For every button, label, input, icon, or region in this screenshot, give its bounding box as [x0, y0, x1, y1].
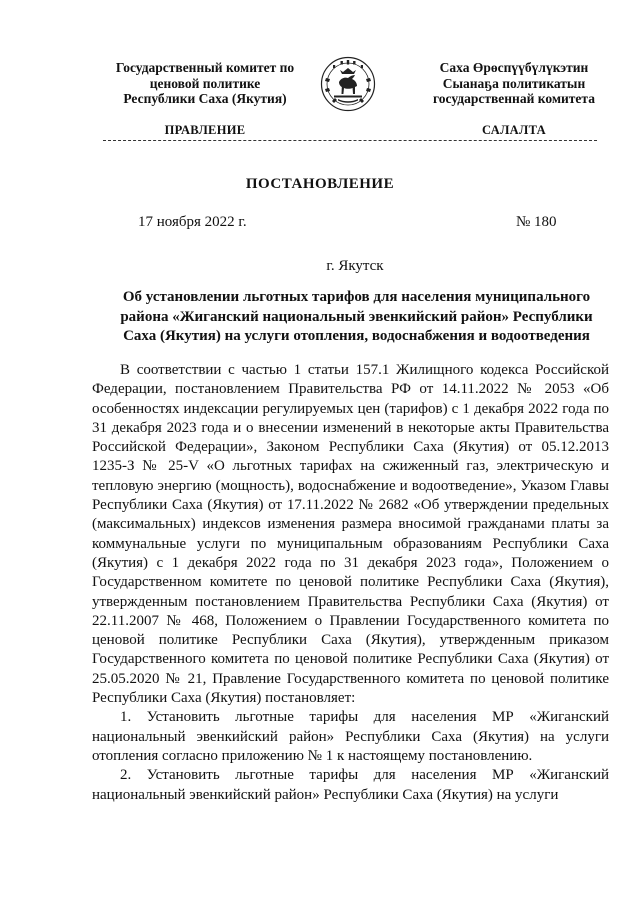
org-sah-line: Сыанаҕа политикатын [442, 75, 586, 91]
org-name-sakha [414, 60, 614, 107]
org-ru-line: Республики Саха (Якутия) [123, 91, 287, 106]
org-name-russian [96, 60, 314, 107]
body-paragraph-item-2: 2. Установить льготные тарифы для населения МР «Жиганский национальный эвенкийский район» Республики Саха (Якутия) на услуги [92, 767, 609, 803]
dashed-divider [103, 140, 597, 141]
sakha-coat-of-arms-icon [320, 56, 376, 112]
department-sakha: САЛАЛТА [482, 123, 546, 137]
org-ru-line: Государственный комитет по [115, 60, 295, 75]
department-russian: ПРАВЛЕНИЕ [164, 123, 246, 137]
org-sah-line: государственнай комитета [433, 91, 595, 106]
document-title: Об установлении льготных тарифов для населения муниципального района «Жиганский национальный эвенкийский район» Республики Саха (Якутия) на услуги отопления, водоснабжения и водоотведения [120, 289, 593, 344]
body-paragraph-item-1: 1. Установить льготные тарифы для населения МР «Жиганский национальный эвенкийский район» Республики Саха (Якутия) на услуги отопления согласно приложению № 1 к настоящему постановлению. [92, 709, 609, 764]
document-city: г. Якутск [326, 258, 384, 274]
org-sah-line: Саха Өрөспүүбүлүкэтин [439, 60, 589, 75]
org-ru-line: ценовой политике [149, 75, 261, 91]
body-paragraph-preamble: В соответствии с частью 1 статьи 157.1 Жилищного кодекса Российской Федерации, постановлением Правительства РФ от 14.11.2022 № 2053 «Об особенностях индексации регулируемых цен (тарифов) с 1 декабря 2022 года по 31 декабря 2023 года и о внесении изменений в некоторые акты Правительства Российской Федерации», Законом Республики Саха (Якутия) от 05.12.2013 1235-З № 25-V «О льготных тарифах на сжиженный газ, электрическую и тепловую энергию (мощность), водоснабжение и водоотведение», Указом Главы Республики Саха (Якутия) от 17.11.2022 № 2682 «Об утверждении предельных (максимальных) индексов изменения размера вносимой гражданами платы за коммунальные услуги по муниципальным образованиям Республики Саха (Якутия) с 1 декабря 2022 года по 31 декабря 2023 года», Положением о Государственном комитете по ценовой политике Республики Саха (Якутия), утвержденным постановлением Правительства Республики Саха (Якутия) от 22.11.2007 № 468, Положением о Правлении Государственного комитета по ценовой политике Республики Саха (Якутия), утвержденным приказом Государственного комитета по ценовой политике Республики Саха (Якутия) от 25.05.2020 № 21, Правление Государственного комитета по ценовой политике Республики Саха (Якутия) постановляет: [92, 362, 609, 707]
document-type: ПОСТАНОВЛЕНИЕ [245, 176, 395, 192]
document-date: 17 ноября 2022 г. [138, 214, 247, 230]
document-body [92, 361, 609, 805]
document-number: № 180 [516, 214, 557, 230]
letterhead [0, 60, 640, 126]
